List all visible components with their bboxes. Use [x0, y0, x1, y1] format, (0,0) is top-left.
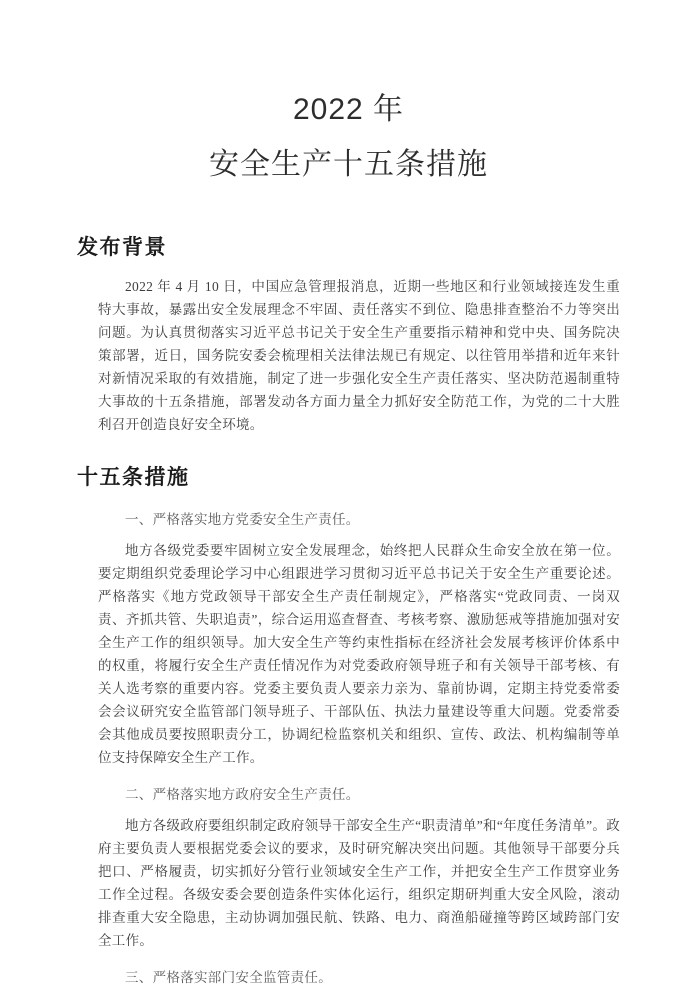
section-heading-publish-background: 发布背景	[77, 235, 167, 259]
measure-item-1-label: 一、严格落实地方党委安全生产责任。	[125, 512, 360, 527]
doc-title-year: 2022 年	[292, 93, 405, 126]
background-paragraph: 2022 年 4 月 10 日，中国应急管理报消息，近期一些地区和行业领域接连发生重特大事故，暴露出安全发展理念不牢固、责任落实不到位、隐患排查整治不力等突出问题。为认真贯彻落实习近平总书记关于安全生产重要指示精神和党中央、国务院决策部署，近日，国务院安委会梳理相关法律法规已有规定、以往管用举措和近年来针对新情况采取的有效措施，制定了进一步强化安全生产责任落实、坚决防范遏制重特大事故的十五条措施，部署发动各方面力量全力抓好安全防范工作，为党的二十大胜利召开创造良好安全环境。	[98, 279, 620, 432]
doc-title-main: 安全生产十五条措施	[209, 148, 488, 181]
measure-item-1-body: 地方各级党委要牢固树立安全发展理念，始终把人民群众生命安全放在第一位。要定期组织党委理论学习中心组跟进学习贯彻习近平总书记关于安全生产重要论述。严格落实《地方党政领导干部安全生产责任制规定》，严格落实“党政同责、一岗双责、齐抓共管、失职追责”，综合运用巡查督查、考核考察、激励惩戒等措施加强对安全生产工作的组织领导。加大安全生产等约束性指标在经济社会发展考核评价体系中的权重，将履行安全生产责任情况作为对党委政府领导班子和有关领导干部考核、有关人选考察的重要内容。党委主要负责人要亲力亲为、靠前协调，定期主持党委常委会会议研究安全监管部门领导班子、干部队伍、执法力量建设等重大问题。党委常委会其他成员要按照职责分工，协调纪检监察机关和组织、宣传、政法、机构编制等单位支持保障安全生产工作。	[98, 543, 620, 765]
measure-item-3-label: 三、严格落实部门安全监管责任。	[125, 970, 332, 985]
measure-item-2-body: 地方各级政府要组织制定政府领导干部安全生产“职责清单”和“年度任务清单”。政府主要负责人要根据党委会议的要求，及时研究解决突出问题。其他领导干部要分兵把口、严格履责，切实抓好分管行业领域安全生产工作，并把安全生产工作贯穿业务工作全过程。各级安委会要创造条件实体化运行，组织定期研判重大安全风险，滚动排查重大安全隐患，主动协调加强民航、铁路、电力、商渔船碰撞等跨区域跨部门安全工作。	[98, 818, 620, 948]
measure-item-2-label: 二、严格落实地方政府安全生产责任。	[125, 787, 360, 802]
section-heading-fifteen-measures: 十五条措施	[77, 465, 190, 489]
